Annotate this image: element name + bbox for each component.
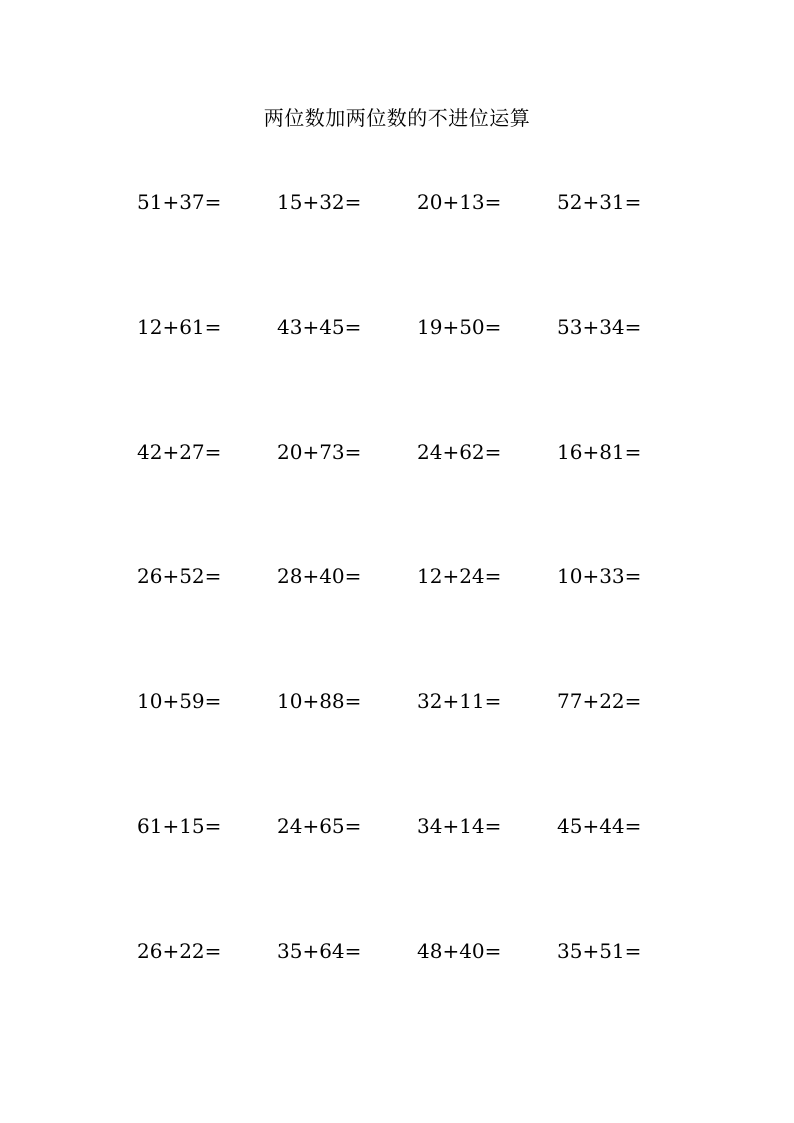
math-problem: 10+33= — [557, 564, 642, 589]
math-problem: 24+62= — [417, 439, 502, 464]
math-problem: 28+40= — [277, 564, 362, 589]
problem-row — [137, 314, 697, 439]
math-problem: 43+45= — [277, 314, 362, 339]
math-problem: 52+31= — [557, 190, 642, 214]
problem-row — [137, 813, 697, 938]
math-problem: 12+24= — [417, 564, 502, 589]
math-problem: 26+22= — [137, 938, 222, 963]
math-problem: 20+73= — [277, 439, 362, 464]
problem-row — [137, 688, 697, 813]
math-problem: 35+64= — [277, 938, 362, 963]
math-problem: 24+65= — [277, 813, 362, 838]
math-problem: 12+61= — [137, 314, 222, 339]
problem-row — [137, 189, 697, 314]
math-problem: 15+32= — [277, 190, 362, 214]
page-title: 两位数加两位数的不进位运算 — [263, 106, 531, 130]
math-problem: 77+22= — [557, 689, 642, 714]
math-problem: 51+37= — [137, 190, 222, 214]
math-problem: 20+13= — [417, 190, 502, 214]
math-problem: 10+88= — [277, 689, 362, 714]
problem-row — [137, 938, 697, 1063]
math-problem: 16+81= — [557, 439, 642, 464]
math-problem: 61+15= — [137, 813, 222, 838]
math-problem: 26+52= — [137, 564, 222, 589]
math-problem: 48+40= — [417, 938, 502, 963]
problem-grid — [137, 189, 697, 1063]
problem-row — [137, 439, 697, 564]
math-problem: 45+44= — [557, 813, 642, 838]
math-problem: 19+50= — [417, 314, 502, 339]
math-problem: 35+51= — [557, 938, 642, 963]
math-problem: 53+34= — [557, 314, 642, 339]
math-problem: 42+27= — [137, 439, 222, 464]
problem-row — [137, 563, 697, 688]
math-problem: 34+14= — [417, 813, 502, 838]
math-problem: 32+11= — [417, 689, 502, 714]
math-problem: 10+59= — [137, 689, 222, 714]
